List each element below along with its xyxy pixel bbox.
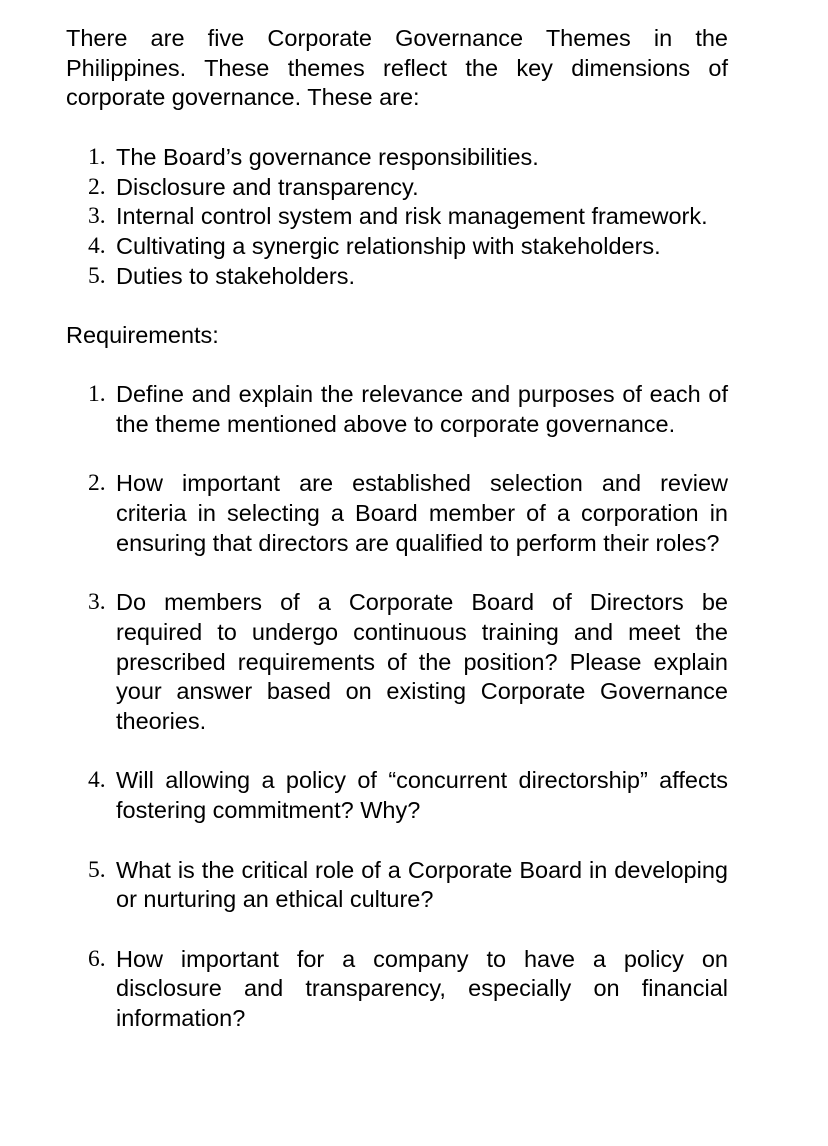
theme-text: Duties to stakeholders.: [116, 262, 356, 289]
requirement-number: 1.: [88, 381, 106, 408]
requirement-item: [88, 380, 728, 439]
requirement-text: Do members of a Corporate Board of Directors be required to undergo continuous training and meet the prescribed requirements of the position? Please explain your answer based on existing Corporate Governance theories.: [116, 589, 728, 735]
requirement-item: [88, 945, 728, 1034]
theme-item: [88, 262, 728, 292]
theme-text: Disclosure and transparency.: [116, 173, 419, 200]
requirement-item: [88, 588, 728, 737]
theme-number: 3.: [88, 203, 106, 230]
requirement-text: Define and explain the relevance and purposes of each of the theme mentioned above to corporate governance.: [116, 381, 728, 438]
theme-text: Internal control system and risk management framework.: [116, 203, 708, 230]
requirement-text: How important are established selection and review criteria in selecting a Board member of a corporation in ensuring that directors are qualified to perform their roles?: [116, 470, 728, 556]
requirement-text: How important for a company to have a policy on disclosure and transparency, especially on financial information?: [116, 945, 728, 1032]
intro-paragraph: There are five Corporate Governance Themes in the Philippines. These themes reflect the key dimensions of corporate governance. These are:: [66, 25, 728, 111]
requirements-list: [88, 380, 728, 1033]
themes-list: [88, 143, 728, 292]
requirement-number: 5.: [88, 856, 106, 883]
theme-number: 2.: [88, 173, 106, 200]
theme-number: 1.: [88, 143, 106, 170]
theme-item: [88, 143, 728, 173]
requirement-number: 6.: [88, 945, 106, 972]
theme-text: Cultivating a synergic relationship with stakeholders.: [116, 232, 661, 259]
requirement-text: Will allowing a policy of “concurrent directorship” affects fostering commitment? Why?: [116, 767, 728, 824]
requirements-heading: Requirements:: [66, 322, 219, 348]
requirement-number: 2.: [88, 470, 106, 497]
requirement-item: [88, 469, 728, 558]
requirement-number: 4.: [88, 767, 106, 794]
theme-item: [88, 202, 728, 232]
theme-item: [88, 232, 728, 262]
theme-text: The Board’s governance responsibilities.: [116, 143, 539, 170]
requirement-item: [88, 766, 728, 825]
theme-number: 4.: [88, 232, 106, 259]
theme-number: 5.: [88, 262, 106, 289]
requirement-item: [88, 856, 728, 915]
requirement-text: What is the critical role of a Corporate Board in developing or nurturing an ethical culture?: [116, 856, 728, 913]
theme-item: [88, 173, 728, 203]
document-page: [66, 24, 728, 1034]
requirement-number: 3.: [88, 589, 106, 616]
